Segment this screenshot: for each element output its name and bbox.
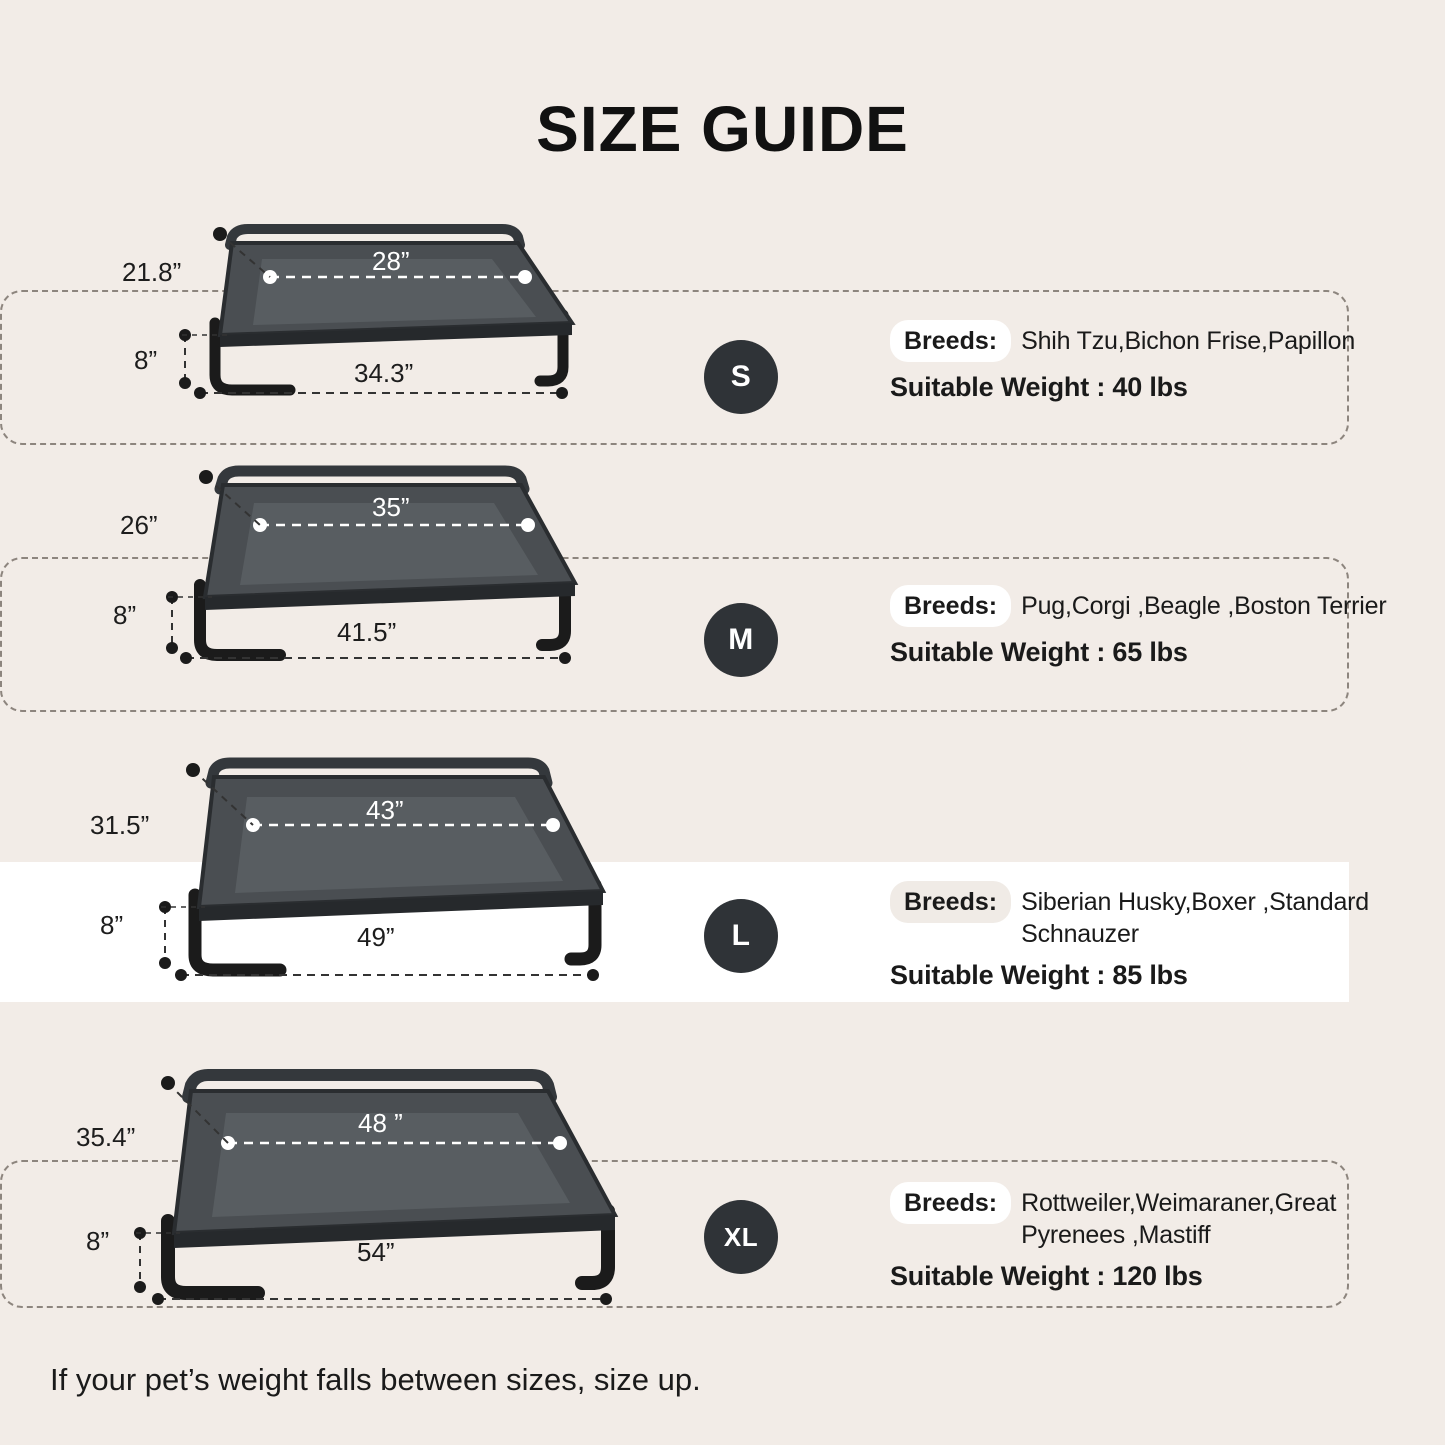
dimension-height-m: 8” <box>113 600 137 630</box>
breeds-line-m <box>890 585 1390 627</box>
weight-text-xl: Suitable Weight : 120 lbs <box>890 1261 1203 1291</box>
breeds-line-s <box>890 320 1390 362</box>
breeds-label-xl: Breeds: <box>890 1182 1011 1224</box>
dimension-height-l: 8” <box>100 910 124 940</box>
breeds-text-xl: Rottweiler,Weimaraner,Great Pyrenees ,Mastiff <box>1021 1189 1337 1249</box>
dimension-base-width-s: 34.3” <box>354 358 414 388</box>
breeds-label-l: Breeds: <box>890 881 1011 923</box>
breeds-text-m: Pug,Corgi ,Beagle ,Boston Terrier <box>1021 592 1387 620</box>
breeds-text-l: Siberian Husky,Boxer ,Standard Schnauzer <box>1021 888 1369 948</box>
size-badge-xl: XL <box>704 1200 778 1274</box>
size-info-l <box>890 881 1390 991</box>
size-info-m <box>890 585 1390 668</box>
breeds-text-s: Shih Tzu,Bichon Frise,Papillon <box>1021 327 1356 355</box>
dimension-base-width-l: 49” <box>357 922 395 952</box>
size-info-s <box>890 320 1390 403</box>
dimension-base-width-m: 41.5” <box>337 617 397 647</box>
dimension-top-width-m: 35” <box>372 492 410 522</box>
size-badge-l: L <box>704 899 778 973</box>
dimension-top-width-xl: 48 ” <box>358 1108 403 1138</box>
dimension-depth-m: 26” <box>120 510 158 540</box>
breeds-line-l <box>890 881 1390 950</box>
dimension-depth-s: 21.8” <box>122 257 182 287</box>
breeds-label-m: Breeds: <box>890 585 1011 627</box>
breeds-line-xl <box>890 1182 1390 1251</box>
footnote-text: If your pet’s weight falls between sizes, size up. <box>50 1362 701 1397</box>
weight-text-s: Suitable Weight : 40 lbs <box>890 372 1188 402</box>
size-badge-m: M <box>704 603 778 677</box>
dimension-height-xl: 8” <box>86 1226 110 1256</box>
page-title: SIZE GUIDE <box>536 93 909 165</box>
dimension-base-width-xl: 54” <box>357 1237 395 1267</box>
size-info-xl <box>890 1182 1390 1292</box>
size-badge-s: S <box>704 340 778 414</box>
dimension-top-width-l: 43” <box>366 795 404 825</box>
weight-text-l: Suitable Weight : 85 lbs <box>890 960 1188 990</box>
breeds-label-s: Breeds: <box>890 320 1011 362</box>
bed-illustration-l <box>125 745 665 985</box>
dimension-top-width-s: 28” <box>372 246 410 276</box>
dimension-depth-l: 31.5” <box>90 810 150 840</box>
weight-text-m: Suitable Weight : 65 lbs <box>890 637 1188 667</box>
dimension-height-s: 8” <box>134 345 158 375</box>
dimension-depth-xl: 35.4” <box>76 1122 136 1152</box>
